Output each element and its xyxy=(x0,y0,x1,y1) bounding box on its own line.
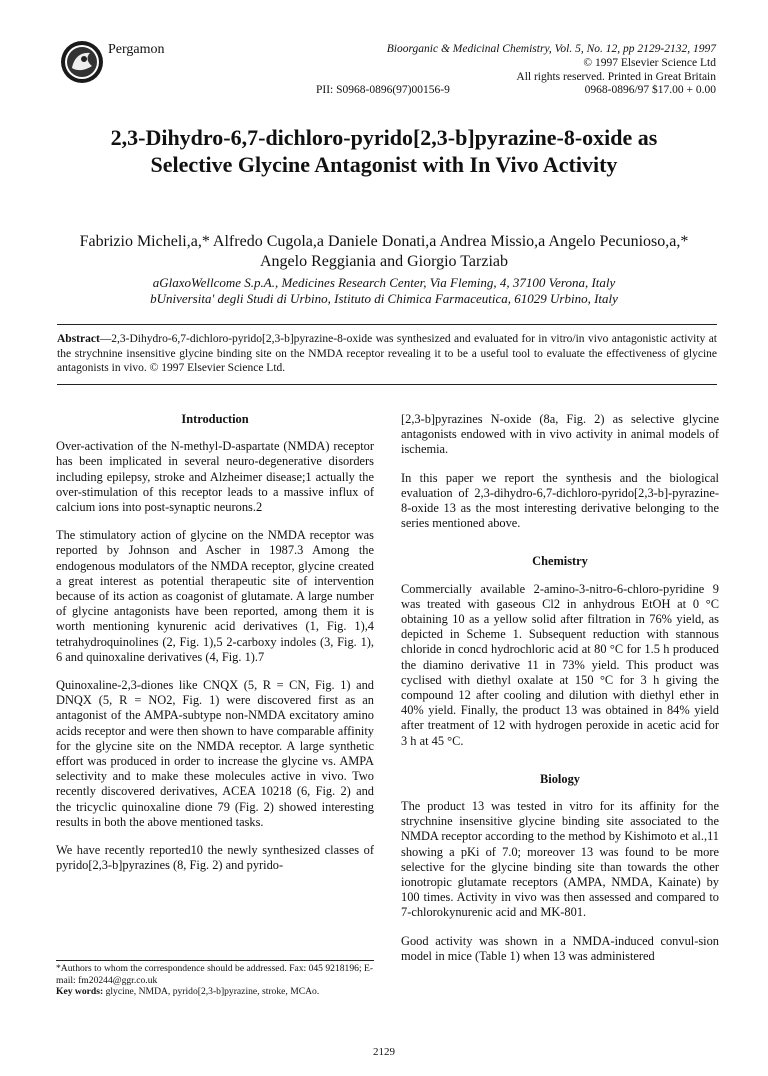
authors-line-1: Fabrizio Micheli,a,* Alfredo Cugola,a Daniele Donati,a Andrea Missio,a Angelo Pecunioso,a,* xyxy=(79,233,689,250)
paper-title xyxy=(40,124,728,178)
right-column xyxy=(401,412,719,977)
paragraph: Quinoxaline-2,3-diones like CNQX (5, R = CN, Fig. 1) and DNQX (5, R = NO2, Fig. 1) were discovered first as an antagonist of the AMPA-subtype non-NMDA excitatory amino acids receptor and were then shown to have comparable affinity for the glycine site on the NMDA receptor. A large synthetic effort was produced in order to increase the glycine vs. AMPA selectivity and to make these molecules active in vivo. Two recently discovered derivatives, ACEA 10218 (6, Fig. 2) and the tricyclic quinoxaline dione 79 (Fig. 2) showed interesting results in both the above mentioned tasks. xyxy=(56,678,374,829)
journal-citation: Bioorganic & Medicinal Chemistry, Vol. 5, No. 12, pp 2129-2132, 1997 xyxy=(386,43,716,55)
keywords-text: glycine, NMDA, pyrido[2,3-b]pyrazine, stroke, MCAo. xyxy=(103,986,320,998)
paragraph: In this paper we report the synthesis and the biological evaluation of 2,3-dihydro-6,7-dichloro-pyrido[2,3-b]-pyrazine-8-oxide 13 as the most interesting derivative belonging to the series mentioned above. xyxy=(401,470,719,531)
page-number: 2129 xyxy=(373,1046,395,1058)
paragraph: [2,3-b]pyrazines N-oxide (8a, Fig. 2) as selective glycine antagonists endowed with in vivo activity in animal models of ischemia. xyxy=(401,412,719,457)
abstract-bottom-rule xyxy=(57,384,717,385)
title-line-1: 2,3-Dihydro-6,7-dichloro-pyrido[2,3-b]pyrazine-8-oxide as xyxy=(110,125,658,150)
author-list xyxy=(40,232,728,272)
paragraph: Over-activation of the N-methyl-D-aspartate (NMDA) receptor has been implicated in several neuro-degenerative disorders including epilepsy, stroke and Alzheimer disease;1 actually the over-stimulation of this receptor leads to a massive influx of calcium ions into post-synaptic neurons.2 xyxy=(56,439,374,515)
footnote-rule xyxy=(56,960,374,961)
section-heading-chemistry: Chemistry xyxy=(532,554,588,569)
abstract-label: Abstract xyxy=(57,333,100,345)
keywords-line xyxy=(56,986,374,998)
title-line-2: Selective Glycine Antagonist with In Vivo Activity xyxy=(150,152,618,177)
keywords-label: Key words: xyxy=(56,986,104,998)
paragraph: Good activity was shown in a NMDA-induced convul-sion model in mice (Table 1) when 13 was administered xyxy=(401,933,719,963)
footnote xyxy=(56,963,374,998)
section-heading-biology: Biology xyxy=(540,771,580,786)
affiliation-a: aGlaxoWellcome S.p.A., Medicines Research Center, Via Fleming, 4, 37100 Verona, Italy xyxy=(152,275,616,290)
abstract xyxy=(57,332,717,376)
left-column xyxy=(56,412,374,886)
paragraph: Commercially available 2-amino-3-nitro-6-chloro-pyridine 9 was treated with gaseous Cl2 in anhydrous EtOH at 0 °C obtaining 10 as a yellow solid after filtration in 76% yield, as depicted in Scheme 1. Subsequent reduction with stannous chloride in concd hydrochloric acid at 80 °C for 1.5 h produced the diamino derivative 11 in 73% yield. This product was cyclised with diethyl oxalate at 150 °C for 3 h giving the compound 12 after cooling and dilution with diethyl ether in 40% yield. Finally, the product 13 was obtained in 84% yield after treatment of 12 with hydrogen peroxide in acetic acid for 3 h at 45 °C. xyxy=(401,581,719,748)
abstract-text: —2,3-Dihydro-6,7-dichloro-pyrido[2,3-b]pyrazine-8-oxide was synthesized and evaluated for in vitro/in vivo antagonistic activity at the strychnine insensitive glycine binding site on the NMDA receptor revealing it to be a useful tool to evaluate the effectiveness of glycine antagonists in vivo. © 1997 Elsevier Science Ltd. xyxy=(57,333,717,374)
publisher-name: Pergamon xyxy=(108,42,165,57)
pii-code: PII: S0968-0896(97)00156-9 xyxy=(316,84,450,96)
copyright-line: © 1997 Elsevier Science Ltd xyxy=(583,57,716,69)
pergamon-logo-icon xyxy=(60,40,104,84)
paragraph: We have recently reported10 the newly synthesized classes of pyrido[2,3-b]pyrazines (8, Fig. 2) and pyrido- xyxy=(56,843,374,873)
section-heading-introduction: Introduction xyxy=(181,412,249,426)
abstract-top-rule xyxy=(57,324,717,325)
correspondence-note: *Authors to whom the correspondence should be addressed. Fax: 045 9218196; E-mail: fm20244@ggr.co.uk xyxy=(56,963,374,986)
affiliations xyxy=(40,275,728,307)
rights-line: All rights reserved. Printed in Great Britain xyxy=(516,71,716,83)
price-code: 0968-0896/97 $17.00 + 0.00 xyxy=(584,84,716,96)
journal-info xyxy=(296,42,716,84)
authors-line-2: Angelo Reggiania and Giorgio Tarziab xyxy=(260,253,508,270)
paragraph: The product 13 was tested in vitro for its affinity for the strychnine insensitive glycine binding site associated to the NMDA receptor according to the method by Kishimoto et al.,11 showing a pKi of 7.0; moreover 13 was found to be more selective for the glycine binding site than towards the other ionotropic glutamate receptors (AMPA, NMDA, Kainate) by 100 times. Activity in vivo was then assessed and compared to 7-chlorokynurenic acid and MK-801. xyxy=(401,799,719,920)
affiliation-b: bUniversita' degli Studi di Urbino, Istituto di Chimica Farmaceutica, 61029 Urbino, Italy xyxy=(150,291,618,306)
paragraph: The stimulatory action of glycine on the NMDA receptor was reported by Johnson and Ascher in 1987.3 Among the endogenous modulators of the NMDA receptor, glycine created a great interest as potential therapeutic site of intervention because of its action as coagonist of glutamate. A large number of glycine antagonists have been reported, among them it is worth mentioning kynurenic acid derivatives (1, Fig. 1),4 tetrahydroquinolines (2, Fig. 1),5 2-carboxy indoles (3, Fig. 1), 6 and quinoxaline derivatives (4, Fig. 1).7 xyxy=(56,528,374,664)
